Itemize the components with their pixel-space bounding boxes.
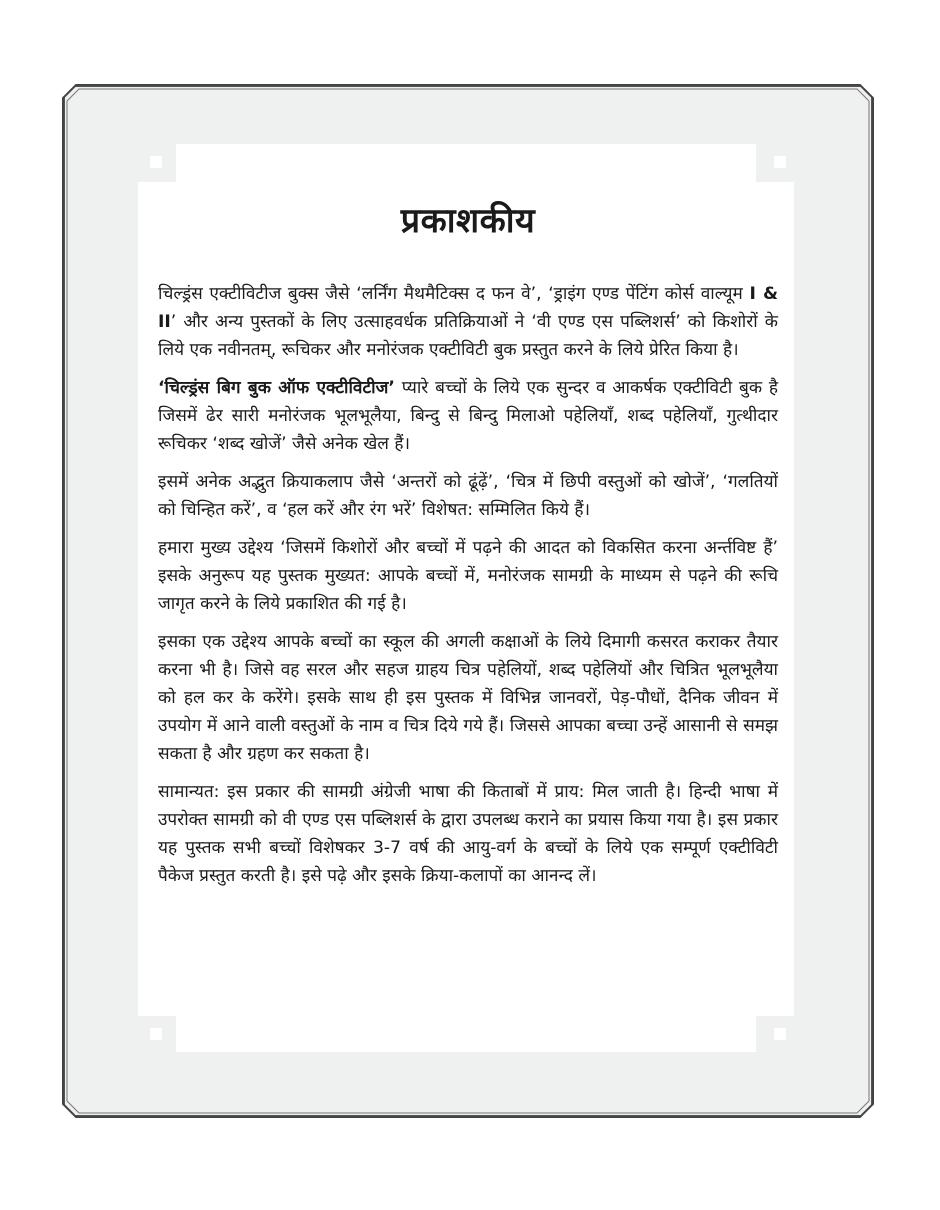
- corner-ornament-bl: [150, 1028, 162, 1040]
- p1-volume-label: I & II: [158, 284, 778, 332]
- p1-text-a: चिल्ड्रंस एक्टीविटीज बुक्स जैसे ‘लर्निंग मैथमैटिक्स द फन वे’, ‘ड्राइंग एण्ड पेंटिंग कोर्स वाल्यूम: [158, 284, 750, 304]
- p2-text: प्यारे बच्चों के लिये एक सुन्दर व आकर्षक एक्टीविटी बुक है जिसमें ढेर सारी मनोरंजक भूलभूलैया, बिन्दु से बिन्दु मिलाओ पहेलियाँ, शब्द पहेलियाँ, गुत्थीदार रूचिकर ‘शब्द खोजें’ जैसे अनेक खेल हैं।: [158, 378, 779, 454]
- paragraph-3: इसमें अनेक अद्भुत क्रियाकलाप जैसे ‘अन्तरों को ढूंढ़ें’, ‘चित्र में छिपी वस्तुओं को खोजें’, ‘गलतियों को चिन्हित करें’, व ‘हल करें और रंग भरें’ विशेषत: सम्मिलित किये हैं।: [158, 472, 778, 520]
- page-content: [158, 196, 778, 900]
- page-title: प्रकाशकीय: [400, 201, 536, 241]
- paragraph-6: सामान्यत: इस प्रकार की सामग्री अंग्रेजी भाषा की किताबों में प्राय: मिल जाती है। हिन्दी भाषा में उपरोक्त सामग्री को वी एण्ड एस पब्लिशर्स के द्वारा उपलब्ध कराने का प्रयास किया गया है। इस प्रकार यह पुस्तक सभी बच्चों विशेषकर 3-7 वर्ष की आयु-वर्ग के बच्चों के लिये एक सम्पूर्ण एक्टीविटी पैकेज प्रस्तुत करती है। इसे पढ़े और इसके क्रिया-कलापों का आनन्द लें।: [158, 782, 778, 886]
- paragraph-2: [158, 374, 778, 458]
- corner-ornament-br: [774, 1028, 786, 1040]
- corner-ornament-tl: [150, 156, 162, 168]
- paragraph-4: हमारा मुख्य उद्देश्य ‘जिसमें किशोरों और बच्चों में पढ़ने की आदत को विकसित करना अर्न्तविष्ट हैं’ इसके अनुरूप यह पुस्तक मुख्यत: आपके बच्चों में, मनोरंजक सामग्री के माध्यम से पढ़ने की रूचि जागृत करने के लिये प्रकाशित की गई है।: [158, 538, 778, 614]
- corner-ornament-tr: [774, 156, 786, 168]
- p1-text-c: ’ और अन्य पुस्तकों के लिए उत्साहवर्धक प्रतिक्रियाओं ने ‘वी एण्ड एस पब्लिशर्स’ को किशोरों के लिये एक नवीनतम्, रूचिकर और मनोरंजक एक्टीविटी बुक प्रस्तुत करने के लिये प्रेरित किया है।: [158, 312, 778, 360]
- p2-book-title: ‘चिल्ड्रंस बिग बुक ऑफ एक्टीविटीज’: [158, 378, 395, 398]
- paragraph-1: [158, 280, 778, 364]
- paragraph-5: इसका एक उद्देश्य आपके बच्चों का स्कूल की अगली कक्षाओं के लिये दिमागी कसरत कराकर तैयार करना भी है। जिसे वह सरल और सहज ग्राहय चित्र पहेलियों, शब्द पहेलियों और चित्रित भूलभूलैया को हल कर के करेंगे। इसके साथ ही इस पुस्तक में विभिन्न जानवरों, पेड़-पौधों, दैनिक जीवन में उपयोग में आने वाली वस्तुओं के नाम व चित्र दिये गये हैं। जिससे आपका बच्चा उन्हें आसानी से समझ सकता है और ग्रहण कर सकता है।: [158, 632, 778, 764]
